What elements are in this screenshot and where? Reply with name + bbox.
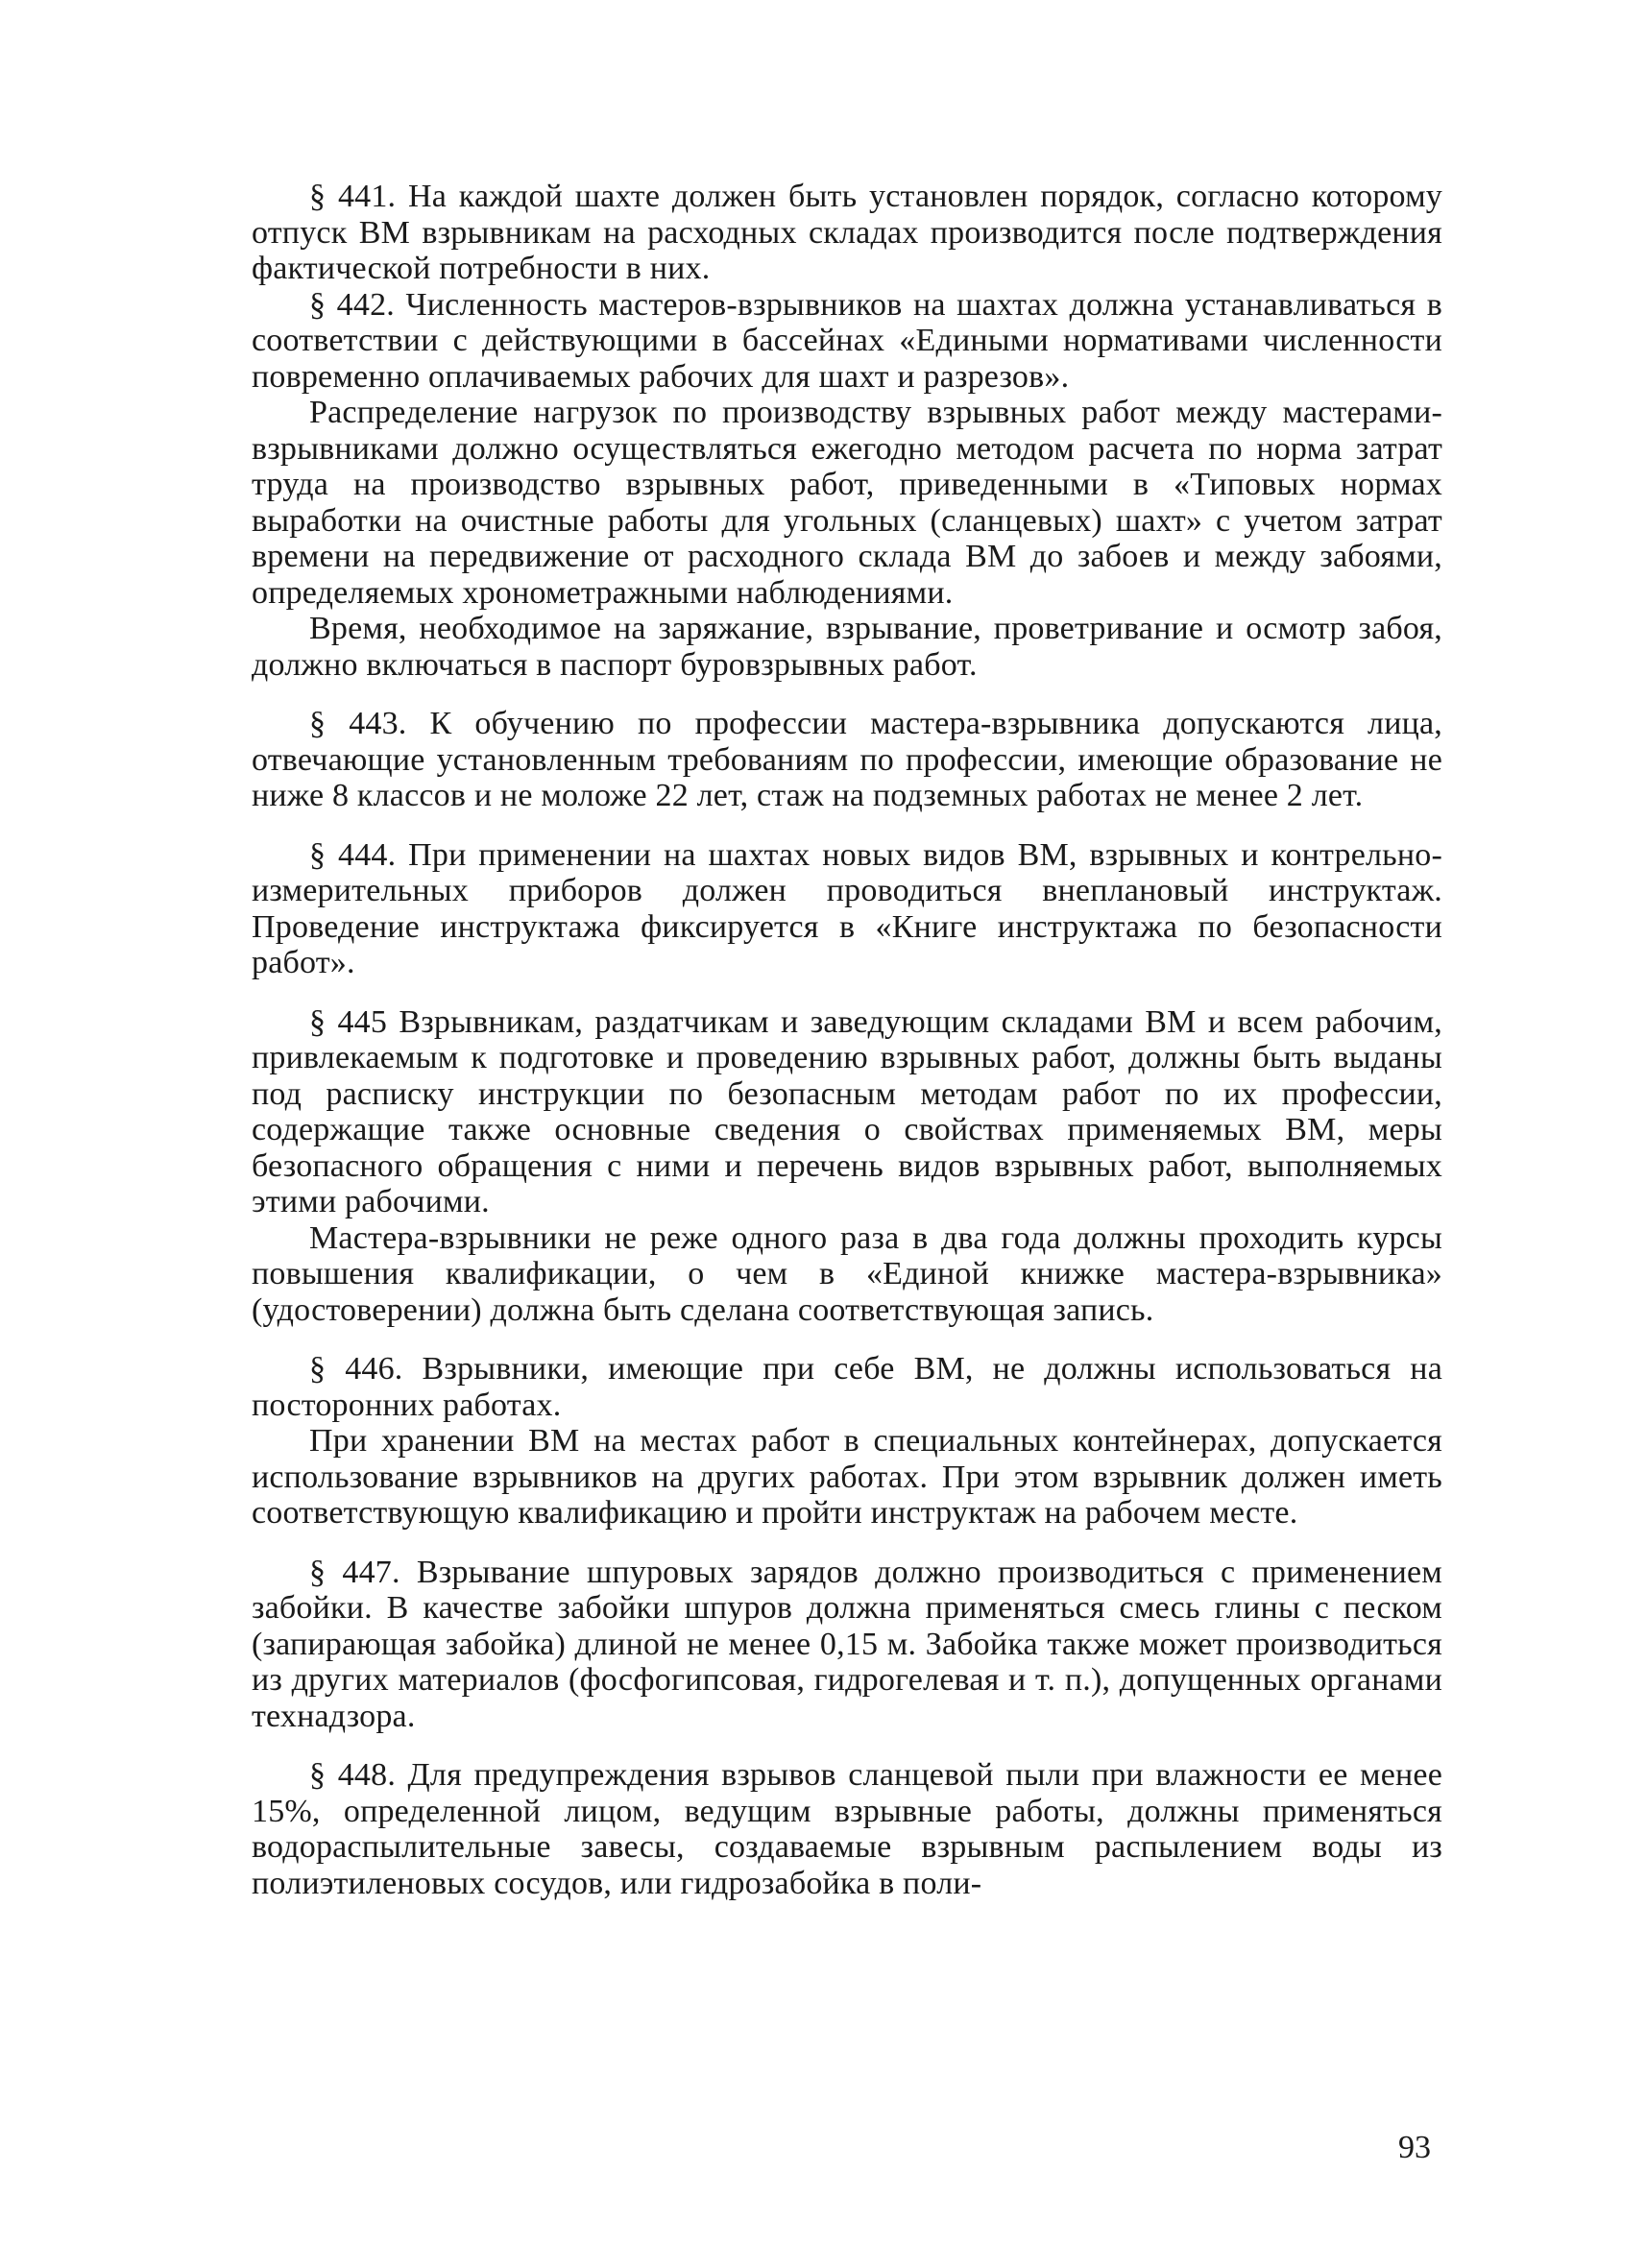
paragraph-444: § 444. При применении на шахтах новых видов ВМ, взрывных и контрельно-измерительных приборов должен проводиться внеплановый инструктаж. Проведение инструктажа фиксируется в «Книге инструктажа по безопасности работ».: [252, 836, 1442, 980]
paragraph-442-time: Время, необходимое на заряжание, взрывание, проветривание и осмотр забоя, должно включаться в паспорт буровзрывных работ.: [252, 611, 1442, 683]
body-text: [252, 179, 1442, 1901]
paragraph-442-load-distribution: Распределение нагрузок по производству взрывных работ между мастерами-взрывниками должно осуществляться ежегодно методом расчета по норма затрат труда на производство взрывных работ, приведенными в «Типовых нормах выработки на очистные работы для угольных (сланцевых) шахт» с учетом затрат времени на передвижение от расходного склада ВМ до забоев и между забоями, определяемых хронометражными наблюдениями.: [252, 395, 1442, 611]
paragraph-443: § 443. К обучению по профессии мастера-взрывника допускаются лица, отвечающие установленным требованиям по профессии, имеющие образование не ниже 8 классов и не моложе 22 лет, стаж на подземных работах не менее 2 лет.: [252, 706, 1442, 813]
paragraph-447: § 447. Взрывание шпуровых зарядов должно производиться с применением забойки. В качестве забойки шпуров должна применяться смесь глины с песком (запирающая забойка) длиной не менее 0,15 м. Забойка также может производиться из других материалов (фосфогипсовая, гидрогелевая и т. п.), допущенных органами технадзора.: [252, 1554, 1442, 1734]
page-number: 93: [1398, 2130, 1431, 2165]
paragraph-442: § 442. Численность мастеров-взрывников на шахтах должна устанавливаться в соответствии с действующими в бассейнах «Едиными нормативами численности повременно оплачиваемых рабочих для шахт и разрезов».: [252, 286, 1442, 395]
paragraph-445-courses: Мастера-взрывники не реже одного раза в два года должны проходить курсы повышения квалификации, о чем в «Единой книжке мастера-взрывника» (удостоверении) должна быть сделана соответствующая запись.: [252, 1219, 1442, 1328]
paragraph-446: § 446. Взрывники, имеющие при себе ВМ, не должны использоваться на посторонних работах.: [252, 1351, 1442, 1423]
paragraph-441: § 441. На каждой шахте должен быть установлен порядок, согласно которому отпуск ВМ взрывникам на расходных складах производится после подтверждения фактической потребности в них.: [252, 179, 1442, 286]
paragraph-448: § 448. Для предупреждения взрывов сланцевой пыли при влажности ее менее 15%, определенной лицом, ведущим взрывные работы, должны применяться водораспылительные завесы, создаваемые взрывным распылением воды из полиэтиленовых сосудов, или гидрозабойка в поли-: [252, 1757, 1442, 1901]
paragraph-446-storage: При хранении ВМ на местах работ в специальных контейнерах, допускается использование взрывников на других работах. При этом взрывник должен иметь соответствующую квалификацию и пройти инструктаж на рабочем месте.: [252, 1423, 1442, 1531]
paragraph-445: § 445 Взрывникам, раздатчикам и заведующим складами ВМ и всем рабочим, привлекаемым к подготовке и проведению взрывных работ, должны быть выданы под расписку инструкции по безопасным методам работ по их профессии, содержащие также основные сведения о свойствах применяемых ВМ, меры безопасного обращения с ними и перечень видов взрывных работ, выполняемых этими рабочими.: [252, 1003, 1442, 1219]
